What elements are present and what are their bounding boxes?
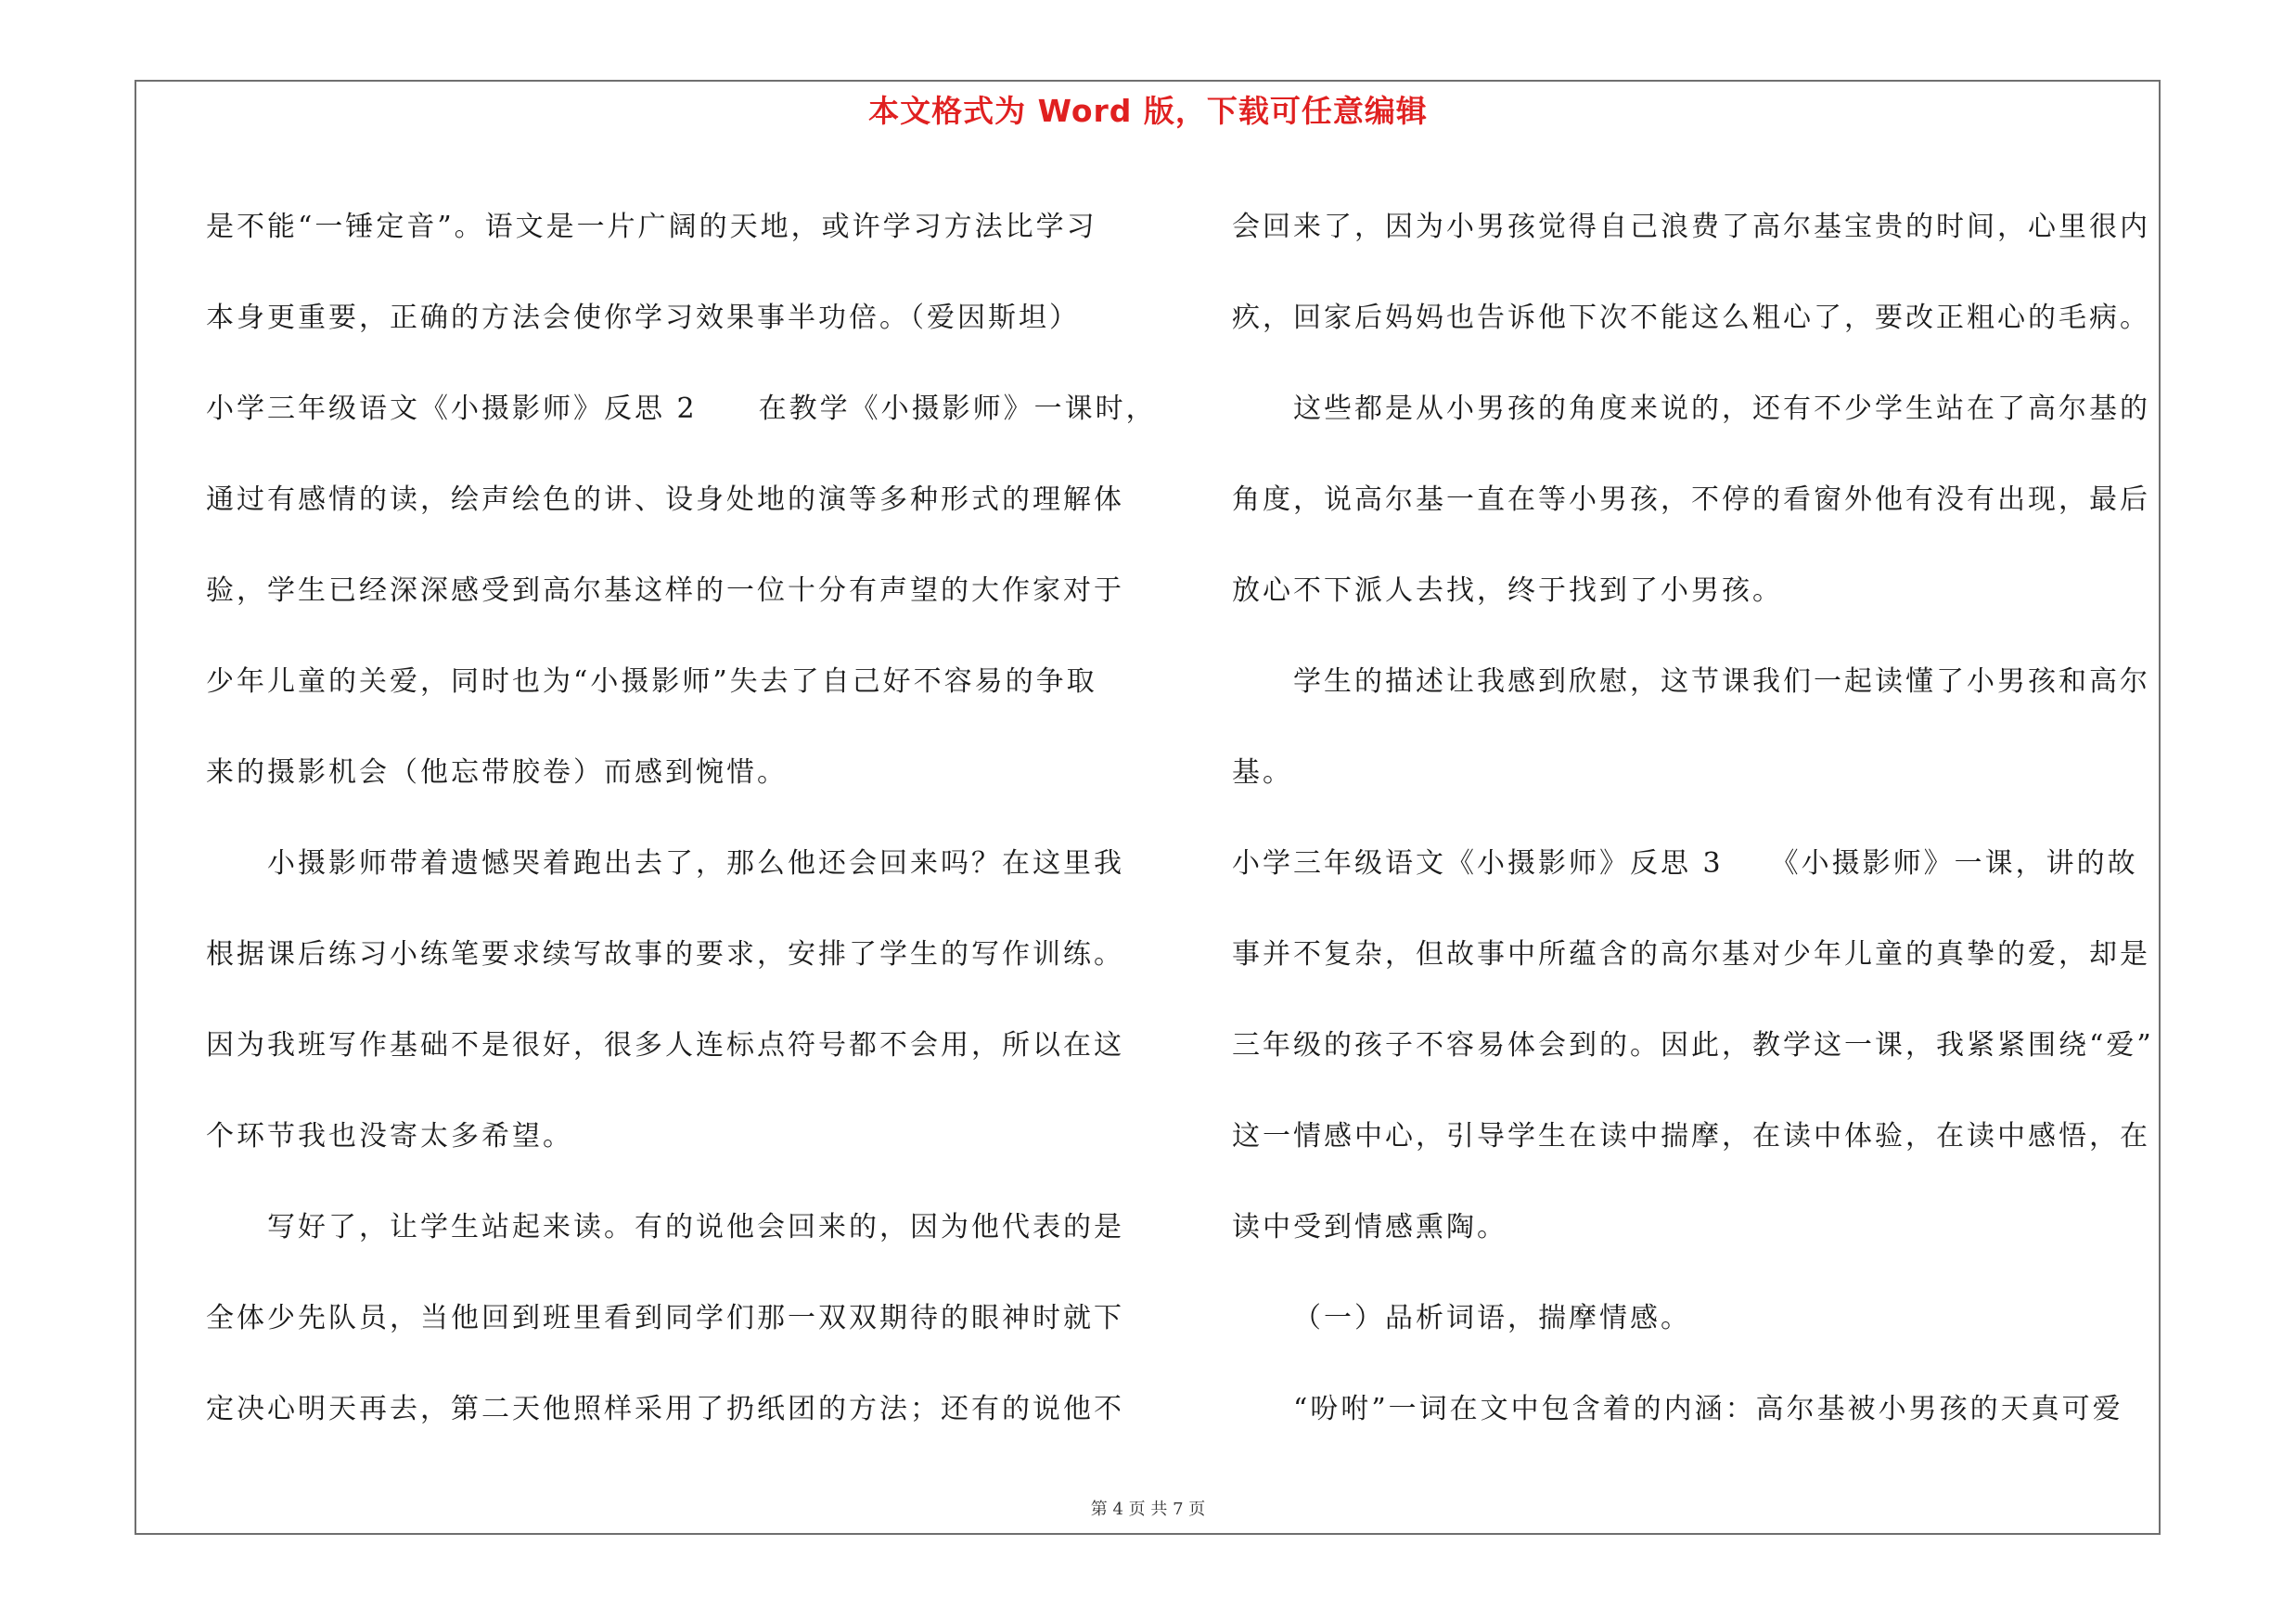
left-column-line: 少年儿童的关爱，同时也为“小摄影师”失去了自己好不容易的争取	[206, 665, 1097, 698]
left-column-line: 是不能“一锤定音”。语文是一片广阔的天地，或许学习方法比学习	[206, 211, 1097, 243]
right-column-line: 小学三年级语文《小摄影师》反思 3 《小摄影师》一课，讲的故	[1232, 847, 2138, 880]
right-column-line: 疚，回家后妈妈也告诉他下次不能这么粗心了，要改正粗心的毛病。	[1232, 302, 2150, 334]
page-footer: 第 4 页 共 7 页	[1090, 1500, 1206, 1519]
left-column	[206, 182, 1175, 1455]
right-column-line: 角度，说高尔基一直在等小男孩，不停的看窗外他有没有出现，最后	[1232, 483, 2150, 516]
right-column-line: “吩咐”一词在文中包含着的内涵：高尔基被小男孩的天真可爱	[1293, 1393, 2123, 1425]
left-column-line: 来的摄影机会（他忘带胶卷）而感到惋惜。	[206, 756, 788, 789]
right-column	[1232, 182, 2201, 1455]
right-column-line: 放心不下派人去找，终于找到了小男孩。	[1232, 574, 1783, 607]
left-column-line: 小摄影师带着遗憾哭着跑出去了，那么他还会回来吗？在这里我	[267, 847, 1124, 880]
left-column-line: 验，学生已经深深感受到高尔基这样的一位十分有声望的大作家对于	[206, 574, 1124, 607]
left-column-line: 小学三年级语文《小摄影师》反思 2 在教学《小摄影师》一课时，	[206, 393, 1157, 425]
right-column-line: 这一情感中心，引导学生在读中揣摩，在读中体验，在读中感悟，在	[1232, 1120, 2150, 1153]
left-column-line: 本身更重要，正确的方法会使你学习效果事半功倍。（爱因斯坦）	[206, 302, 1080, 334]
right-column-line: （一）品析词语，揣摩情感。	[1293, 1302, 1691, 1334]
left-column-line: 通过有感情的读，绘声绘色的讲、设身处地的演等多种形式的理解体	[206, 483, 1124, 516]
right-column-line: 学生的描述让我感到欣慰，这节课我们一起读懂了小男孩和高尔	[1293, 665, 2150, 698]
format-banner: 本文格式为 Word 版，下载可任意编辑	[868, 93, 1428, 129]
right-column-line: 会回来了，因为小男孩觉得自己浪费了高尔基宝贵的时间，心里很内	[1232, 211, 2150, 243]
left-column-line: 写好了，让学生站起来读。有的说他会回来的，因为他代表的是	[267, 1211, 1124, 1243]
right-column-line: 这些都是从小男孩的角度来说的，还有不少学生站在了高尔基的	[1293, 393, 2150, 425]
right-column-line: 事并不复杂，但故事中所蕴含的高尔基对少年儿童的真挚的爱，却是	[1232, 938, 2150, 971]
right-column-line: 读中受到情感熏陶。	[1232, 1211, 1507, 1243]
right-column-line: 基。	[1232, 756, 1293, 789]
left-column-line: 个环节我也没寄太多希望。	[206, 1120, 573, 1153]
right-column-line: 三年级的孩子不容易体会到的。因此，教学这一课，我紧紧围绕“爱”	[1232, 1029, 2154, 1062]
left-column-line: 根据课后练习小练笔要求续写故事的要求，安排了学生的写作训练。	[206, 938, 1124, 971]
left-column-line: 全体少先队员，当他回到班里看到同学们那一双双期待的眼神时就下	[206, 1302, 1124, 1334]
left-column-line: 定决心明天再去，第二天他照样采用了扔纸团的方法；还有的说他不	[206, 1393, 1124, 1425]
left-column-line: 因为我班写作基础不是很好，很多人连标点符号都不会用，所以在这	[206, 1029, 1124, 1062]
